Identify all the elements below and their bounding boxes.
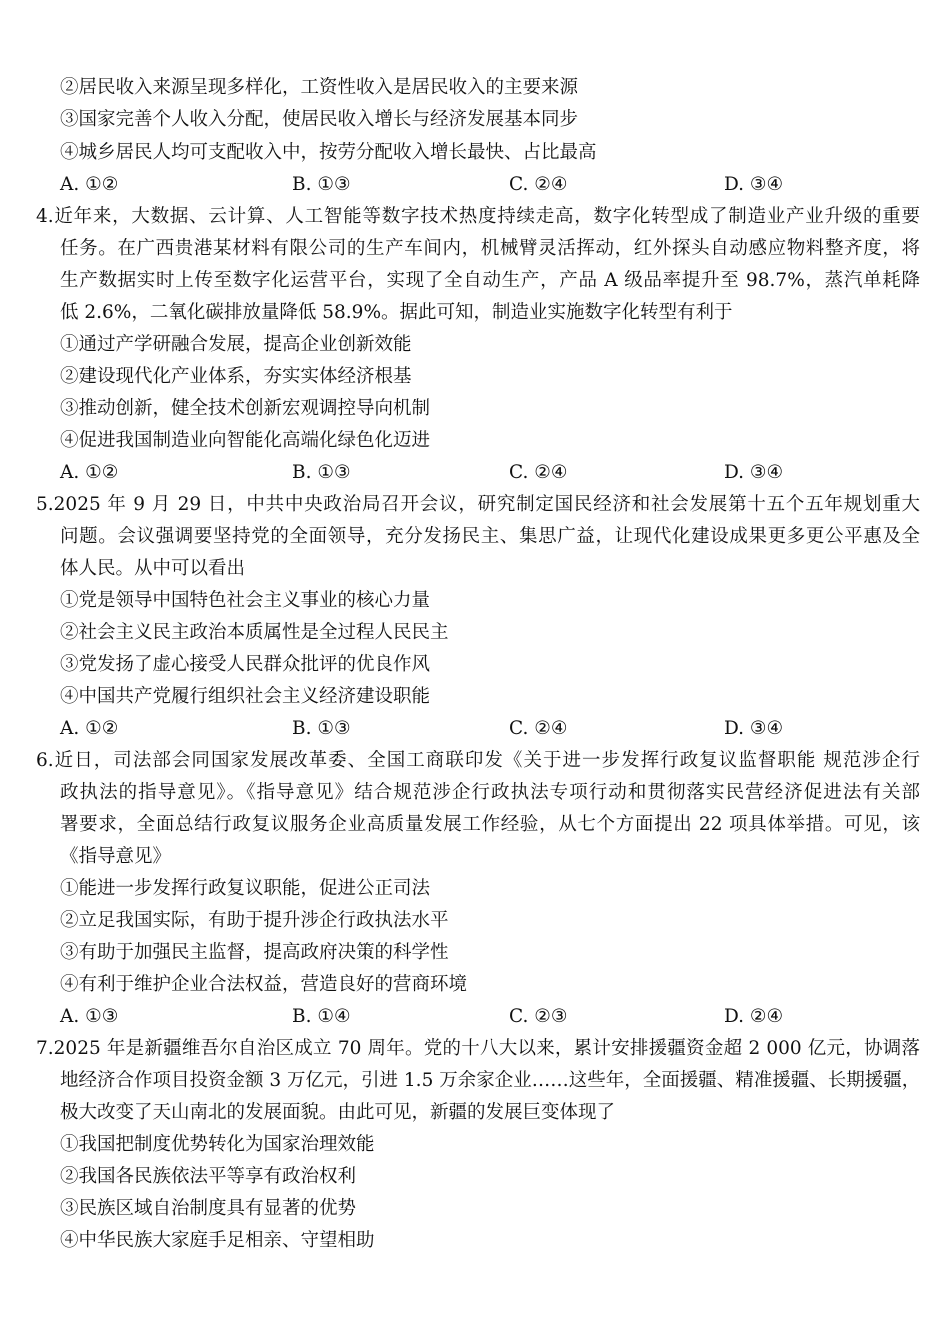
q5-choices bbox=[60, 717, 920, 741]
q6-choices bbox=[60, 1005, 920, 1029]
q3-option-2: ②居民收入来源呈现多样化，工资性收入是居民收入的主要来源 bbox=[60, 77, 579, 98]
q5-option-1: ①党是领导中国特色社会主义事业的核心力量 bbox=[60, 590, 431, 611]
q6-option-2: ②立足我国实际，有助于提升涉企行政执法水平 bbox=[60, 910, 449, 931]
q4-choice-d: D. ③④ bbox=[724, 462, 784, 483]
q3-choice-d: D. ③④ bbox=[724, 174, 784, 195]
q7-stem-line-1: 7.2025 年是新疆维吾尔自治区成立 70 周年。党的十八大以来，累计安排援疆资金超 2 000 亿元，协调落 bbox=[36, 1038, 920, 1059]
q7-stem-line-3: 极大改变了天山南北的发展面貌。由此可见，新疆的发展巨变体现了 bbox=[60, 1102, 616, 1123]
q3-option-4: ④城乡居民人均可支配收入中，按劳分配收入增长最快、占比最高 bbox=[60, 142, 597, 163]
q6-stem-line-4: 《指导意见》 bbox=[60, 846, 172, 867]
q5-choice-b: B. ①③ bbox=[292, 718, 351, 739]
q4-option-3: ③推动创新，健全技术创新宏观调控导向机制 bbox=[60, 398, 431, 419]
q5-choice-c: C. ②④ bbox=[509, 718, 568, 739]
q7-option-1: ①我国把制度优势转化为国家治理效能 bbox=[60, 1134, 375, 1155]
q4-choice-b: B. ①③ bbox=[292, 462, 351, 483]
q4-choices bbox=[60, 461, 920, 485]
q3-choice-c: C. ②④ bbox=[509, 174, 568, 195]
q5-choice-d: D. ③④ bbox=[724, 718, 784, 739]
q5-stem-line-1: 5.2025 年 9 月 29 日，中共中央政治局召开会议，研究制定国民经济和社会发展第十五个五年规划重大 bbox=[36, 494, 920, 515]
q3-choice-b: B. ①③ bbox=[292, 174, 351, 195]
q3-choice-a: A. ①② bbox=[60, 174, 119, 195]
q4-choice-c: C. ②④ bbox=[509, 462, 568, 483]
q6-option-4: ④有利于维护企业合法权益，营造良好的营商环境 bbox=[60, 974, 468, 995]
q3-option-3: ③国家完善个人收入分配，使居民收入增长与经济发展基本同步 bbox=[60, 109, 579, 130]
q6-stem-line-2: 政执法的指导意见》。《指导意见》结合规范涉企行政执法专项行动和贯彻落实民营经济促进法有关部 bbox=[60, 782, 920, 803]
q4-stem-line-4: 低 2.6%，二氧化碳排放量降低 58.9%。据此可知，制造业实施数字化转型有利于 bbox=[60, 302, 733, 323]
q6-choice-a: A. ①③ bbox=[60, 1006, 119, 1027]
q6-stem-line-3: 署要求，全面总结行政复议服务企业高质量发展工作经验，从七个方面提出 22 项具体举措。可见，该 bbox=[60, 814, 920, 835]
q6-stem-line-1: 6.近日，司法部会同国家发展改革委、全国工商联印发《关于进一步发挥行政复议监督职能 规范涉企行 bbox=[36, 750, 920, 771]
q5-stem-line-3: 体人民。从中可以看出 bbox=[60, 558, 246, 579]
q5-stem-line-2: 问题。会议强调要坚持党的全面领导，充分发扬民主、集思广益，让现代化建设成果更多更公平惠及全 bbox=[60, 526, 920, 547]
q5-option-3: ③党发扬了虚心接受人民群众批评的优良作风 bbox=[60, 654, 431, 675]
q3-choices bbox=[60, 173, 920, 197]
q6-option-1: ①能进一步发挥行政复议职能，促进公正司法 bbox=[60, 878, 431, 899]
q4-option-4: ④促进我国制造业向智能化高端化绿色化迈进 bbox=[60, 430, 431, 451]
q6-choice-b: B. ①④ bbox=[292, 1006, 351, 1027]
q7-option-2: ②我国各民族依法平等享有政治权利 bbox=[60, 1166, 357, 1187]
q4-option-2: ②建设现代化产业体系，夯实实体经济根基 bbox=[60, 366, 412, 387]
q4-stem-line-1: 4.近年来，大数据、云计算、人工智能等数字技术热度持续走高，数字化转型成了制造业产业升级的重要 bbox=[36, 206, 920, 227]
q5-choice-a: A. ①② bbox=[60, 718, 119, 739]
q5-option-2: ②社会主义民主政治本质属性是全过程人民民主 bbox=[60, 622, 449, 643]
q7-option-4: ④中华民族大家庭手足相亲、守望相助 bbox=[60, 1230, 375, 1251]
q6-option-3: ③有助于加强民主监督，提高政府决策的科学性 bbox=[60, 942, 449, 963]
q5-option-4: ④中国共产党履行组织社会主义经济建设职能 bbox=[60, 686, 431, 707]
q6-choice-d: D. ②④ bbox=[724, 1006, 784, 1027]
q4-option-1: ①通过产学研融合发展，提高企业创新效能 bbox=[60, 334, 412, 355]
q7-stem-line-2: 地经济合作项目投资金额 3 万亿元，引进 1.5 万余家企业……这些年，全面援疆、精准援疆、长期援疆， bbox=[60, 1070, 921, 1091]
q4-stem-line-3: 生产数据实时上传至数字化运营平台，实现了全自动生产，产品 A 级品率提升至 98.7%，蒸汽单耗降 bbox=[60, 270, 920, 291]
q4-choice-a: A. ①② bbox=[60, 462, 119, 483]
q4-stem-line-2: 任务。在广西贵港某材料有限公司的生产车间内，机械臂灵活挥动，红外探头自动感应物料整齐度，将 bbox=[60, 238, 920, 259]
q7-option-3: ③民族区域自治制度具有显著的优势 bbox=[60, 1198, 357, 1219]
q6-choice-c: C. ②③ bbox=[509, 1006, 568, 1027]
